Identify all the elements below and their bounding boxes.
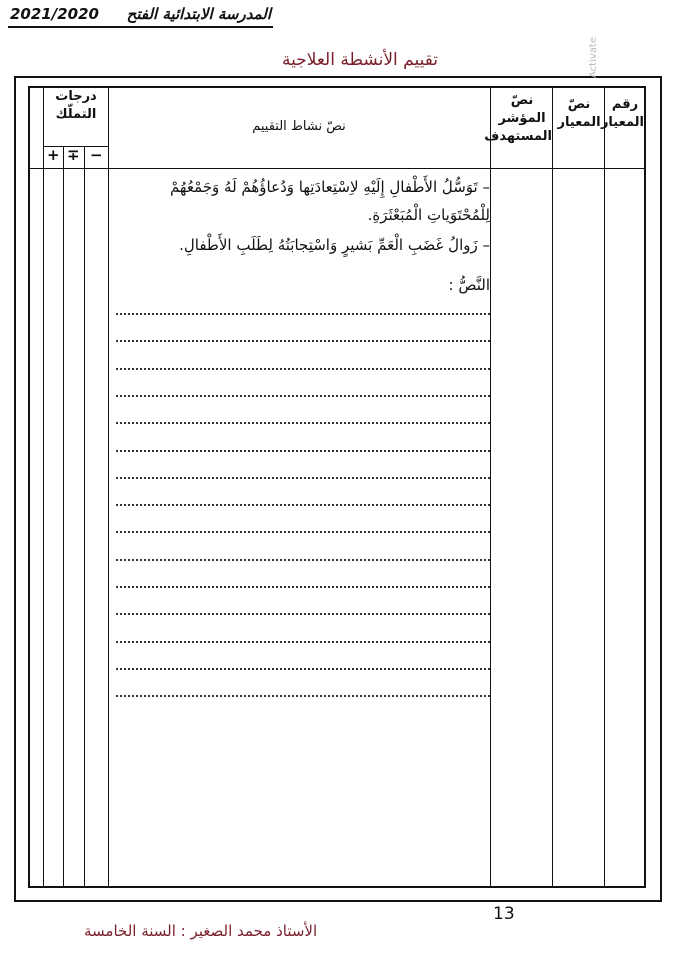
col-divider [552, 86, 553, 886]
answer-line [116, 695, 490, 697]
header-activity-text: نصّ نشاط التقييم [252, 119, 346, 134]
answer-line [116, 586, 490, 588]
col-divider [63, 146, 64, 886]
answer-line [116, 641, 490, 643]
page-number: 13 [493, 904, 515, 924]
header-criterion-number: رقم المعيار [600, 97, 644, 130]
school-header [8, 4, 273, 28]
answer-line [116, 313, 490, 315]
mastery-plus-minus: ∓ [67, 146, 80, 164]
answer-line [116, 477, 490, 479]
mastery-minus: − [90, 146, 103, 164]
watermark: Activate [588, 37, 599, 78]
text-label: النَّصُّ : [448, 276, 490, 294]
page-title: تقييم الأنشطة العلاجية [281, 50, 439, 70]
header-row-bottom [28, 168, 644, 169]
mastery-plus: + [47, 146, 60, 164]
header-target-indicator: نصّ المؤشر المستهدف [484, 93, 552, 144]
answer-line [116, 504, 490, 506]
header-mastery-levels: درجات التملّك [55, 89, 97, 122]
col-divider [490, 86, 491, 886]
answer-line [116, 668, 490, 670]
school-year: 2021/2020 [10, 5, 99, 23]
answer-line [116, 368, 490, 370]
col-divider [108, 86, 109, 886]
teacher-footer: الأستاذ محمد الصغير : السنة الخامسة [84, 922, 318, 940]
col-divider [604, 86, 605, 886]
school-name: المدرسة الابتدائية الفتح [126, 5, 271, 23]
activity-line-1: – تَوَسُّلُ الأَطْفالِ إِلَيْهِ لاِسْتِعادَتِها وَدُعاؤُهُمْ لَهُ وَجَمْعُهُمْ [169, 178, 490, 196]
activity-line-2: لِلْمُحْتَوَياتِ الْمُبَعْثَرَةِ. [367, 206, 490, 224]
answer-line [116, 340, 490, 342]
activity-line-3: – زَوالُ غَضَبِ الْعَمِّ بَشيرٍ وَاسْتِجابَتُهُ لِطَلَبِ الأَطْفالِ. [179, 236, 490, 254]
col-divider [43, 86, 44, 886]
answer-line [116, 613, 490, 615]
header-criterion-text: نصّ المعيار [557, 97, 601, 130]
answer-line [116, 422, 490, 424]
answer-line [116, 559, 490, 561]
answer-line [116, 450, 490, 452]
answer-line [116, 531, 490, 533]
answer-line [116, 395, 490, 397]
col-divider [84, 146, 85, 886]
